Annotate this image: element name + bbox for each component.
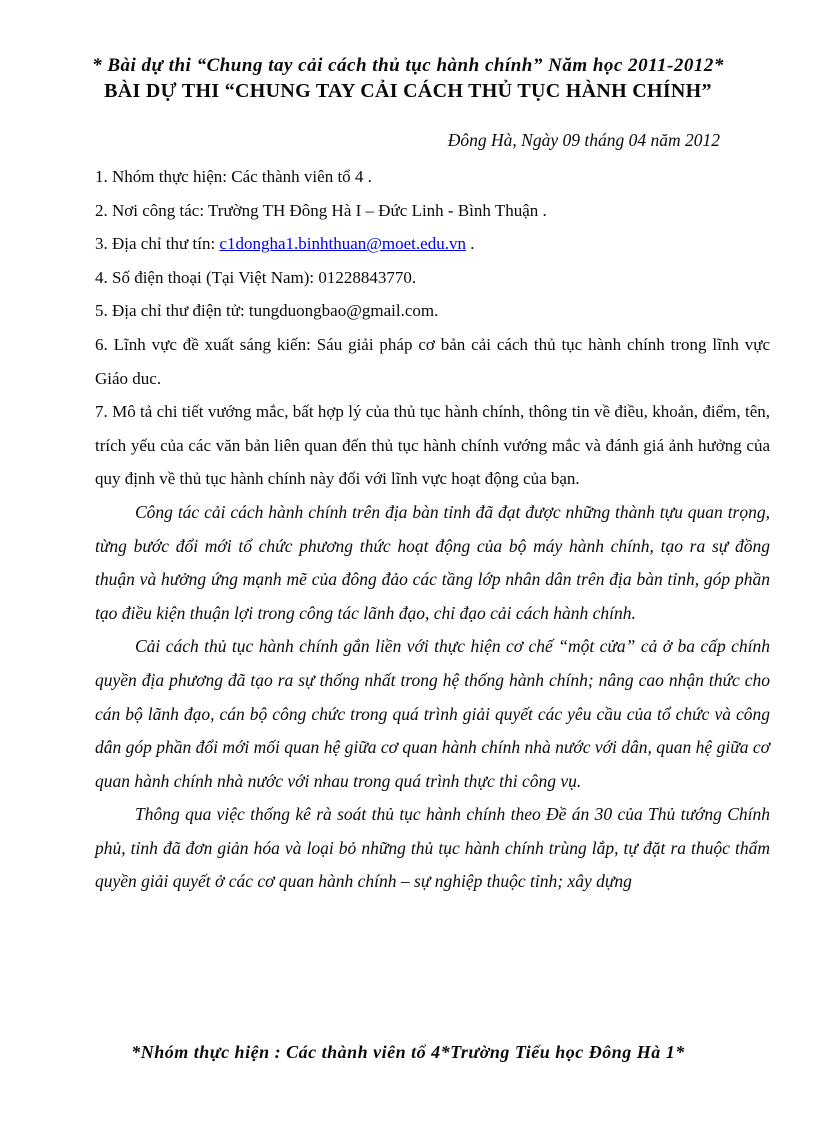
list-item-3-label: 3. Địa chỉ thư tín: (95, 234, 220, 254)
paragraph-1: Công tác cải cách hành chính trên địa bàn tỉnh đã đạt được những thành tựu quan trọng, từng bước đổi mới tổ chức phương thức hoạt động của bộ máy hành chính, tạo ra sự đồng thuận và hưởng ứng mạnh mẽ của đông đảo các tầng lớp nhân dân trên địa bàn tỉnh, góp phần tạo điều kiện thuận lợi trong công tác lãnh đạo, chỉ đạo cải cách hành chính. (95, 501, 770, 623)
list-item-6: 6. Lĩnh vực đề xuất sáng kiến: Sáu giải pháp cơ bản cải cách thủ tục hành chính trong lĩnh vực Giáo duc. (95, 334, 770, 388)
list-item-5: 5. Địa chỉ thư điện tử: tungduongbao@gmail.com. (95, 301, 439, 321)
email-link[interactable]: c1dongha1.binhthuan@moet.edu.vn (219, 234, 466, 254)
list-item-7: 7. Mô tả chi tiết vướng mắc, bất hợp lý của thủ tục hành chính, thông tin về điều, khoản, điểm, tên, trích yếu của các văn bản liên quan đến thủ tục hành chính vướng mắc và đánh giá ảnh hưởng của quy định về thủ tục hành chính này đối với lĩnh vực hoạt động của bạn. (95, 402, 770, 489)
list-item-2: 2. Nơi công tác: Trường TH Đông Hà I – Đức Linh - Bình Thuận . (95, 200, 547, 220)
document-body (95, 160, 770, 899)
list-item-1: 1. Nhóm thực hiện: Các thành viên tổ 4 . (95, 167, 372, 186)
list-item-3-suffix: . (465, 234, 475, 254)
list-item-4: 4. Số điện thoại (Tại Việt Nam): 01228843770. (95, 267, 417, 287)
header-line: * Bài dự thi “Chung tay cải cách thủ tục hành chính” Năm học 2011-2012* (92, 55, 724, 76)
footer-line: *Nhóm thực hiện : Các thành viên tổ 4*Trường Tiểu học Đông Hà 1* (131, 1042, 685, 1062)
paragraph-2: Cải cách thủ tục hành chính gắn liền với thực hiện cơ chế “một cửa” cả ở ba cấp chính quyền địa phương đã tạo ra sự thống nhất trong hệ thống hành chính; nâng cao nhận thức cho cán bộ lãnh đạo, cán bộ công chức trong quá trình giải quyết các yêu cầu của tổ chức và công dân góp phần đổi mới mối quan hệ giữa cơ quan hành chính nhà nước với dân, quan hệ giữa cơ quan hành chính nhà nước với nhau trong quá trình thực thi công vụ. (95, 636, 770, 791)
paragraph-3: Thông qua việc thống kê rà soát thủ tục hành chính theo Đề án 30 của Thủ tướng Chính phủ, tỉnh đã đơn giản hóa và loại bỏ những thủ tục hành chính trùng lắp, tự đặt ra thuộc thẩm quyền giải quyết ở các cơ quan hành chính – sự nghiệp thuộc tỉnh; xây dựng (95, 804, 770, 892)
list-item-3 (95, 227, 770, 261)
document-title: BÀI DỰ THI “CHUNG TAY CẢI CÁCH THỦ TỤC HÀNH CHÍNH” (104, 80, 712, 102)
date-line: Đông Hà, Ngày 09 tháng 04 năm 2012 (447, 130, 720, 150)
